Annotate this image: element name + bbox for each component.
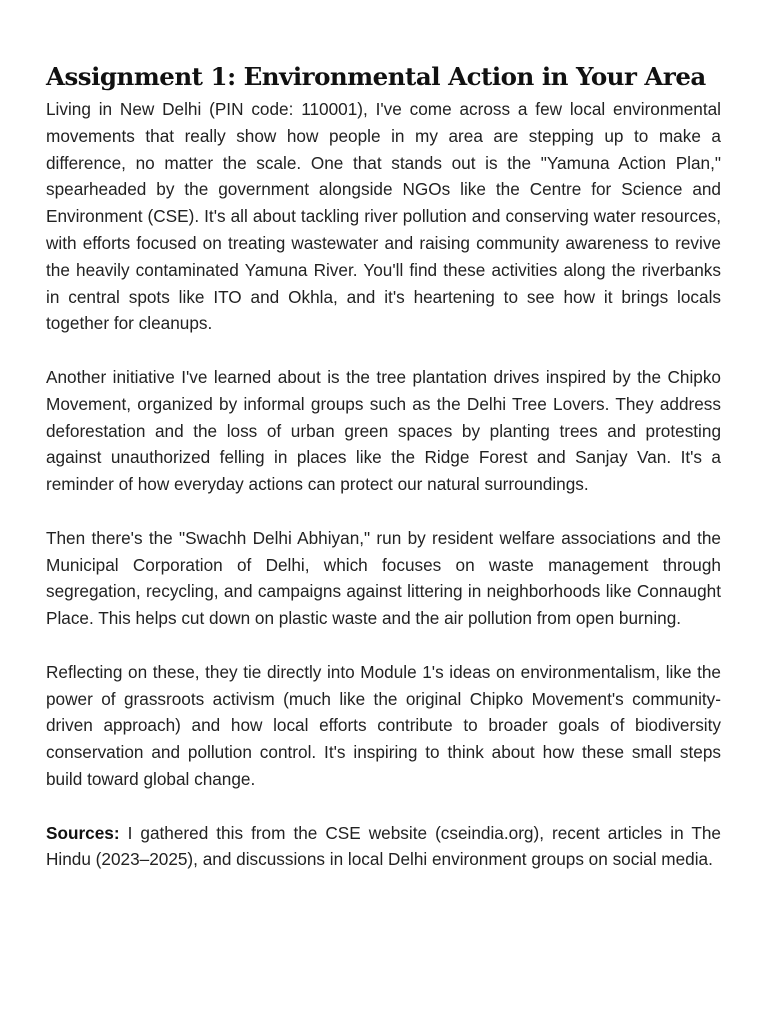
document-title: Assignment 1: Environmental Action in Your Area bbox=[46, 62, 706, 91]
paragraph-yamuna-action-plan: Living in New Delhi (PIN code: 110001), I've come across a few local environmental movements that really show how people in my area are stepping up to make a difference, no matter the scale. One that stands out is the "Yamuna Action Plan," spearheaded by the government alongside NGOs like the Centre for Science and Environment (CSE). It's all about tackling river pollution and conserving water resources, with efforts focused on treating wastewater and raising community awareness to revive the heavily contaminated Yamuna River. You'll find these activities along the riverbanks in central spots like ITO and Okhla, and it's heartening to see how it brings locals together for cleanups. bbox=[46, 99, 721, 334]
sources-paragraph bbox=[46, 820, 721, 874]
sources-text: I gathered this from the CSE website (cseindia.org), recent articles in The Hindu (2023–2025), and discussions in local Delhi environment groups on social media. bbox=[46, 822, 721, 870]
sources-label: Sources: bbox=[46, 822, 120, 843]
document-page bbox=[46, 60, 721, 873]
paragraph-reflection: Reflecting on these, they tie directly into Module 1's ideas on environmentalism, like the power of grassroots activism (much like the original Chipko Movement's community-driven approach) and how local efforts contribute to broader goals of biodiversity conservation and pollution control. It's inspiring to think about how these small steps build toward global change. bbox=[46, 661, 721, 789]
paragraph-tree-plantation: Another initiative I've learned about is the tree plantation drives inspired by the Chipko Movement, organized by informal groups such as the Delhi Tree Lovers. They address deforestation and the loss of urban green spaces by planting trees and protesting against unauthorized felling in places like the Ridge Forest and Sanjay Van. It's a reminder of how everyday actions can protect our natural surroundings. bbox=[46, 366, 721, 495]
paragraph-swachh-delhi: Then there's the "Swachh Delhi Abhiyan," run by resident welfare associations and the Municipal Corporation of Delhi, which focuses on waste management through segregation, recycling, and campaigns against littering in neighborhoods like Connaught Place. This helps cut down on plastic waste and the air pollution from open burning. bbox=[46, 527, 721, 629]
